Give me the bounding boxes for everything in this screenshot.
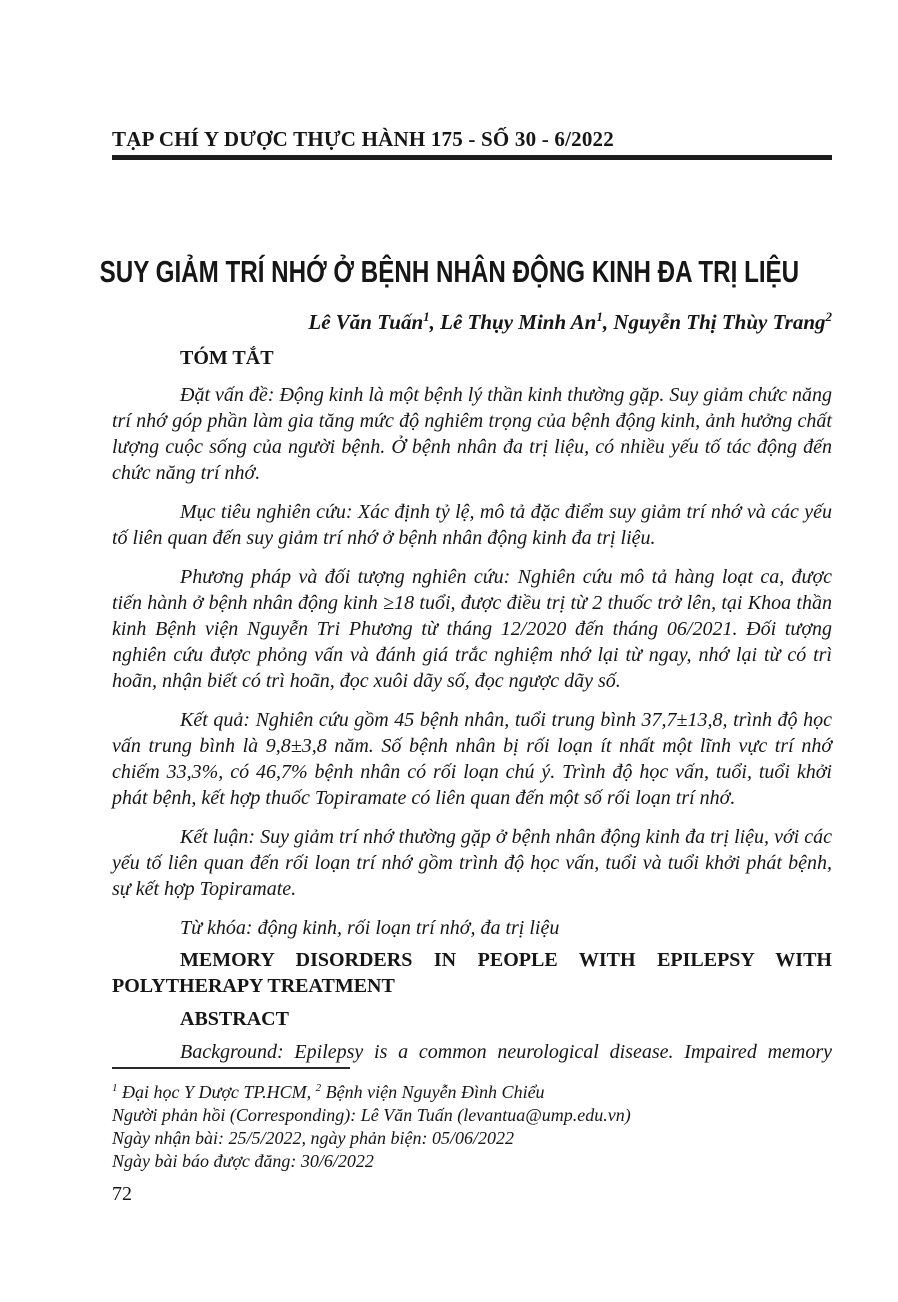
author-separator: , [429, 310, 441, 334]
affiliation-marker: 2 [315, 1082, 322, 1094]
footnote-published: Ngày bài báo được đăng: 30/6/2022 [112, 1151, 374, 1171]
author-name: Nguyễn Thị Thùy Trang [613, 310, 826, 334]
author-affiliation-marker: 1 [423, 309, 430, 324]
author-affiliation-marker: 2 [825, 309, 832, 324]
author-line [112, 308, 832, 336]
keywords-line: Từ khóa: động kinh, rối loạn trí nhớ, đa trị liệu [180, 917, 560, 939]
abstract-paragraph-conclusion: Kết luận: Suy giảm trí nhớ thường gặp ở bệnh nhân động kinh đa trị liệu, với các yếu tố liên quan đến rối loạn trí nhớ gồm trình độ học vấn, tuổi và tuổi khởi phát bệnh, sự kết hợp Topiramate. [112, 826, 832, 900]
author-affiliation-marker: 1 [596, 309, 603, 324]
author [308, 310, 440, 334]
author [613, 310, 832, 334]
abstract-paragraph-background: Đặt vấn đề: Động kinh là một bệnh lý thần kinh thường gặp. Suy giảm chức năng trí nhớ góp phần làm gia tăng mức độ nghiêm trọng của bệnh động kinh, ảnh hưởng chất lượng cuộc sống của người bệnh. Ở bệnh nhân đa trị liệu, có nhiều yếu tố tác động đến chức năng trí nhớ. [112, 384, 832, 484]
author-separator: , [602, 310, 614, 334]
affiliation-text: Đại học Y Dược TP.HCM, [117, 1082, 316, 1102]
footnote-received-reviewed: Ngày nhận bài: 25/5/2022, ngày phản biện: 05/06/2022 [112, 1128, 514, 1148]
article-title-text: SUY GIẢM TRÍ NHỚ Ở BỆNH NHÂN ĐỘNG KINH ĐA TRỊ LIỆU [99, 254, 799, 289]
footnote-corresponding: Người phản hồi (Corresponding): Lê Văn Tuấn (levantua@ump.edu.vn) [112, 1105, 631, 1125]
article-title [30, 252, 868, 292]
journal-masthead [112, 126, 832, 160]
author-name: Lê Văn Tuấn [308, 310, 424, 334]
english-title: MEMORY DISORDERS IN PEOPLE WITH EPILEPSY WITH POLYTHERAPY TREATMENT [112, 949, 832, 997]
article-body [112, 346, 832, 1078]
affiliation-marker: 1 [112, 1082, 118, 1094]
abstract-paragraph-results: Kết quả: Nghiên cứu gồm 45 bệnh nhân, tuổi trung bình 37,7±13,8, trình độ học vấn trung bình là 9,8±3,8 năm. Số bệnh nhân bị rối loạn ít nhất một lĩnh vực trí nhớ chiếm 33,3%, có 46,7% bệnh nhân có rối loạn chú ý. Trình độ học vấn, tuổi, tuổi khởi phát bệnh, kết hợp thuốc Topiramate có liên quan đến một số rối loạn trí nhớ. [112, 709, 832, 809]
journal-name: TẠP CHÍ Y DƯỢC THỰC HÀNH 175 - SỐ 30 - 6/2022 [112, 127, 614, 151]
affiliation-text: Bệnh viện Nguyễn Đình Chiểu [321, 1082, 545, 1102]
page-number: 72 [112, 1183, 132, 1205]
author-name: Lê Thụy Minh An [440, 310, 597, 334]
footnote-affiliations [112, 1081, 832, 1104]
footnote-separator [112, 1067, 350, 1069]
footnote-block [112, 1067, 832, 1173]
abstract-vi-heading: TÓM TẮT [180, 347, 274, 369]
abstract-en-heading: ABSTRACT [180, 1008, 289, 1030]
author [440, 310, 613, 334]
abstract-paragraph-objective: Mục tiêu nghiên cứu: Xác định tỷ lệ, mô tả đặc điểm suy giảm trí nhớ và các yếu tố liên quan đến suy giảm trí nhớ ở bệnh nhân động kinh đa trị liệu. [112, 501, 832, 549]
abstract-paragraph-methods: Phương pháp và đối tượng nghiên cứu: Nghiên cứu mô tả hàng loạt ca, được tiến hành ở bệnh nhân động kinh ≥18 tuổi, được điều trị từ 2 thuốc trở lên, tại Khoa thần kinh Bệnh viện Nguyễn Tri Phương từ tháng 12/2020 đến tháng 06/2021. Đối tượng nghiên cứu được phỏng vấn và đánh giá trắc nghiệm nhớ lại từ ngay, nhớ lại từ có trì hoãn, nhận biết có trì hoãn, đọc xuôi dãy số, đọc ngược dãy số. [112, 566, 832, 692]
english-background-paragraph: Background: Epilepsy is a common neurological disease. Impaired memory [180, 1041, 832, 1063]
